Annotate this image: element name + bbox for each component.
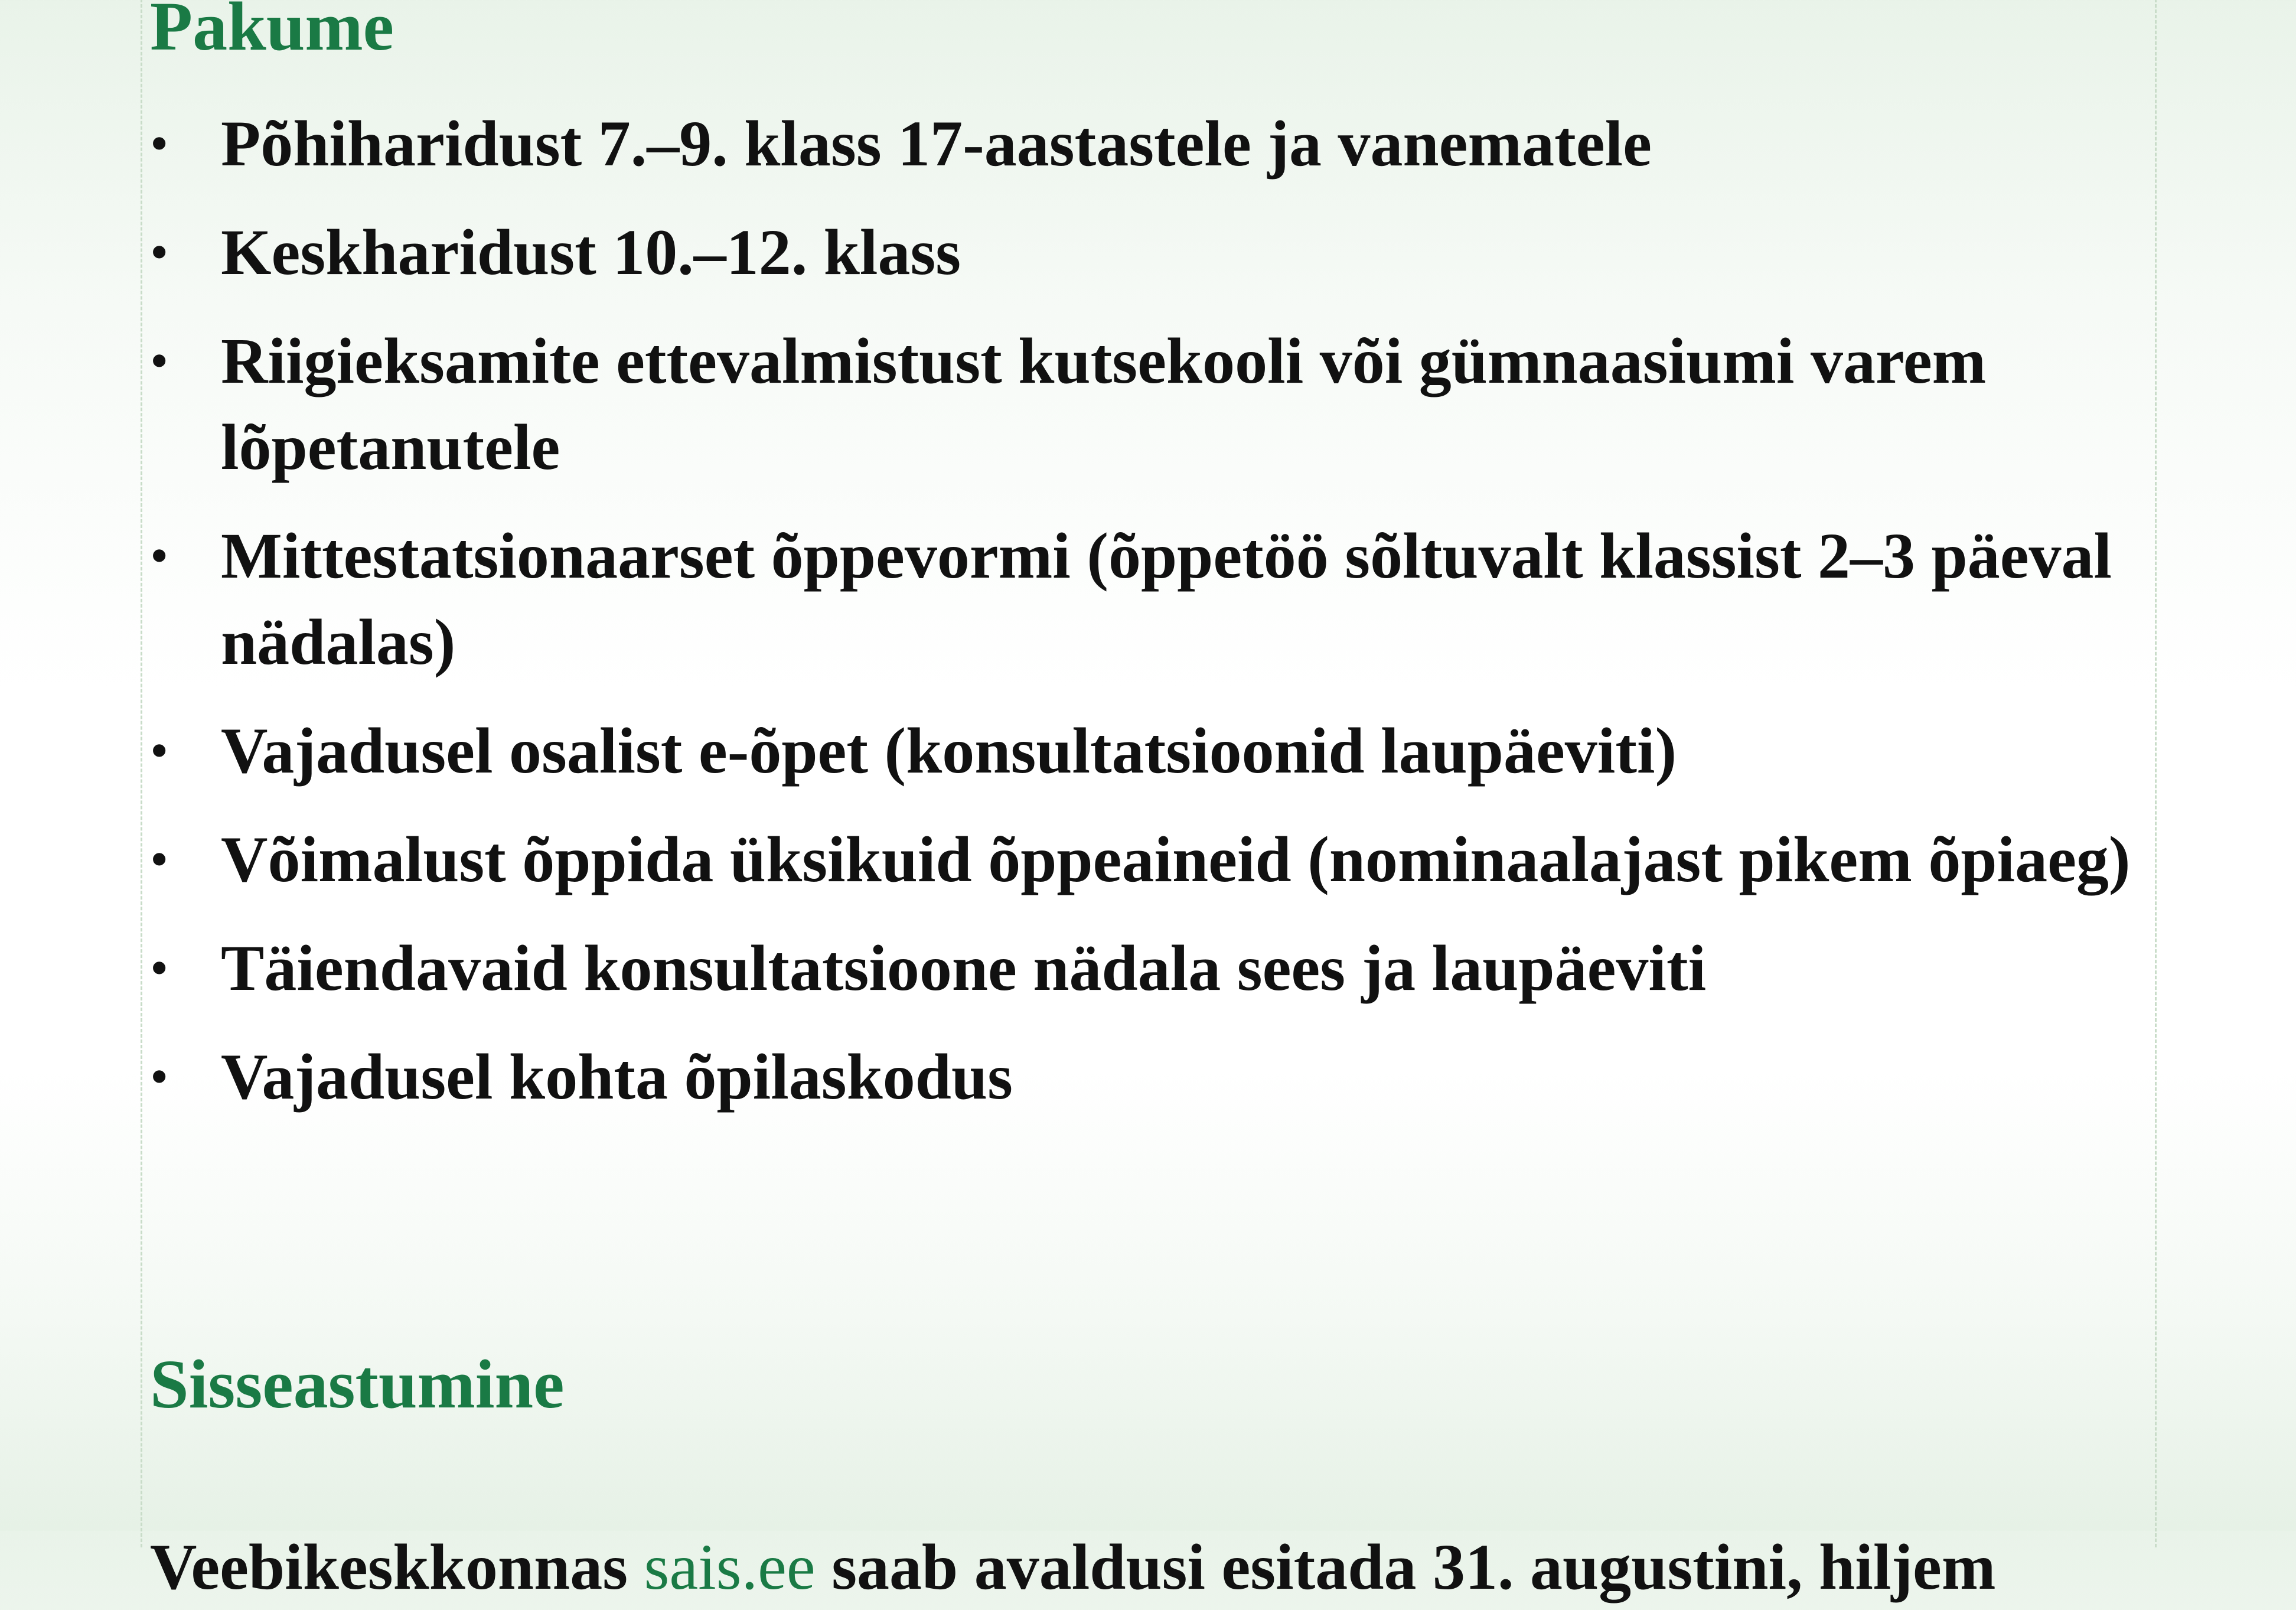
offer-item-consultations (150, 925, 2152, 1011)
offer-item-non-stationary (150, 513, 2152, 685)
offer-item-label: Täiendavaid konsultatsioone nädala sees ja laupäeviti (221, 932, 1707, 1004)
admission-text (150, 1524, 2152, 1610)
offer-item-single-subjects (150, 816, 2152, 902)
admission-text-before: Veebikeskkonnas (150, 1531, 644, 1603)
admission-heading: Sisseastumine (150, 1345, 565, 1423)
offer-heading: Pakume (150, 0, 394, 65)
bullet-icon: • (151, 118, 168, 169)
offer-item-label: Vajadusel kohta õpilaskodus (221, 1041, 1013, 1113)
bullet-icon: • (151, 226, 168, 278)
offer-item-label: Võimalust õppida üksikuid õppeaineid (nominaalajast pikem õpiaeg) (221, 823, 2131, 895)
bullet-icon: • (151, 725, 168, 776)
offer-item-state-exam-prep (150, 318, 2152, 490)
offer-item-label: Põhiharidust 7.–9. klass 17-aastastele ja vanematele (221, 107, 1652, 180)
sais-link[interactable]: sais.ee (644, 1531, 816, 1603)
bullet-icon: • (151, 833, 168, 885)
bullet-icon: • (151, 942, 168, 993)
offer-item-label: Vajadusel osalist e-õpet (konsultatsioonid laupäeviti) (221, 715, 1677, 787)
admission-text-after: saab avaldusi esitada 31. augustini, hiljem (815, 1531, 1996, 1603)
offer-item-label: Mittestatsionaarset õppevormi (õppetöö sõltuvalt klassist 2–3 päeval nädalas) (221, 520, 2112, 678)
offer-item-label: Riigieksamite ettevalmistust kutsekooli või gümnaasiumi varem lõpetanutele (221, 325, 1987, 483)
offer-item-e-learning (150, 708, 2152, 794)
offer-item-basic-education (150, 100, 2152, 187)
offer-list (150, 100, 2152, 1142)
bullet-icon: • (151, 530, 168, 581)
offer-item-label: Keskharidust 10.–12. klass (221, 216, 961, 288)
offer-item-dormitory (150, 1034, 2152, 1120)
offer-item-secondary-education (150, 209, 2152, 295)
bullet-icon: • (151, 335, 168, 386)
bullet-icon: • (151, 1051, 168, 1102)
